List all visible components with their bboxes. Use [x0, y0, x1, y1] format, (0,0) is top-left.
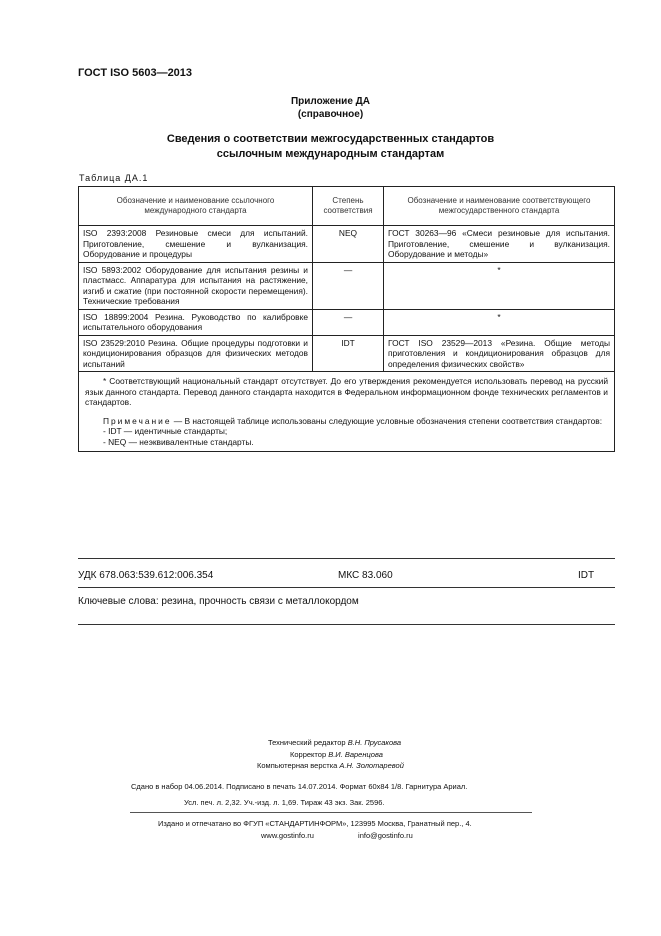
- mks-code: МКС 83.060: [338, 570, 393, 581]
- note-item-neq: - NEQ — неэквивалентные стандарты.: [103, 436, 254, 447]
- note-label: Примечание: [103, 415, 172, 426]
- table-row: [79, 309, 615, 335]
- corrector: [290, 750, 383, 759]
- appendix-title: Приложение ДА: [290, 96, 371, 107]
- header-intl-line1: Обозначение и наименование ссылочного: [116, 195, 275, 205]
- table-row: [79, 262, 615, 309]
- section-title-line1: Сведения о соответствии межгосударственных стандартов: [166, 133, 495, 145]
- layout-editor-name: А.Н. Золотаревой: [339, 761, 404, 770]
- cell-intl: ISO 18899:2004 Резина. Руководство по калибровке испытательного оборудования: [79, 309, 313, 335]
- divider-top: [78, 558, 615, 559]
- note-item-idt: - IDT — идентичные стандарты;: [103, 426, 228, 436]
- table-footer-row: [79, 372, 615, 452]
- table-notes: [79, 372, 615, 452]
- cell-degree: IDT: [313, 335, 384, 372]
- publisher-site-link[interactable]: www.gostinfo.ru: [261, 831, 314, 840]
- table-row: [79, 335, 615, 372]
- tech-editor-name: В.Н. Прусакова: [347, 738, 402, 747]
- note: [85, 416, 608, 427]
- header-interstate-line2: межгосударственного стандарта: [438, 206, 560, 215]
- layout-editor-label: Компьютерная верстка: [257, 761, 338, 770]
- table-row: [79, 226, 615, 263]
- divider-publisher: [130, 812, 532, 813]
- header-intl-line2: международного стандарта: [144, 206, 247, 215]
- section-title-line2: ссылочным международным стандартам: [216, 148, 445, 160]
- cell-intl: ISO 2393:2008 Резиновые смеси для испытаний. Приготовление, смешение и вулканизация. Оборудование и процедуры: [79, 226, 313, 263]
- cell-interstate: ГОСТ ISO 23529—2013 «Резина. Общие методы приготовления и кондиционирования образцов для определения физических свойств»: [384, 335, 615, 372]
- cell-degree: NEQ: [313, 226, 384, 263]
- note-text: — В настоящей таблице использованы следующие условные обозначения степени соответствия стандартов:: [171, 415, 603, 426]
- header-degree-line2: соответствия: [323, 206, 373, 215]
- corrector-label: Корректор: [290, 750, 327, 759]
- section-title: [0, 132, 661, 162]
- layout-editor: [257, 761, 404, 770]
- header-degree-line1: Степень: [332, 195, 364, 205]
- table-label: Таблица ДА.1: [79, 173, 149, 183]
- publisher-address: Издано и отпечатано во ФГУП «СТАНДАРТИНФОРМ», 123995 Москва, Гранатный пер., 4.: [158, 819, 472, 828]
- header-intl: [79, 187, 313, 226]
- cell-degree: —: [313, 309, 384, 335]
- cell-intl: ISO 5893:2002 Оборудование для испытания резины и пластмасс. Аппаратура для испытания на растяжение, изгиб и сжатие (при постоянной скорости перемещения). Технические требования: [79, 262, 313, 309]
- corrector-name: В.И. Варенцова: [328, 750, 383, 759]
- divider-middle: [78, 587, 615, 588]
- header-interstate: [384, 187, 615, 226]
- udk-code: УДК 678.063:539.612:006.354: [78, 570, 214, 581]
- tech-editor-label: Технический редактор: [268, 738, 346, 747]
- cell-interstate: *: [384, 309, 615, 335]
- cell-degree: —: [313, 262, 384, 309]
- header-interstate-line1: Обозначение и наименование соответствующего: [407, 195, 591, 205]
- header-degree: [313, 187, 384, 226]
- cell-interstate: *: [384, 262, 615, 309]
- table-header-row: [79, 187, 615, 226]
- keywords: Ключевые слова: резина, прочность связи с металлокордом: [78, 596, 359, 607]
- footnote: * Соответствующий национальный стандарт отсутствует. До его утверждения рекомендуется использовать перевод на русский язык данного стандарта. Перевод данного стандарта находится в Федеральном информационном фонде технических регламентов и стандартов.: [85, 376, 608, 407]
- print-info-line2: Усл. печ. л. 2,32. Уч.-изд. л. 1,69. Тираж 43 экз. Зак. 2596.: [184, 798, 385, 807]
- print-info-line1: Сдано в набор 04.06.2014. Подписано в печать 14.07.2014. Формат 60х84 1/8. Гарнитура Ариал.: [131, 782, 468, 791]
- appendix-subtitle: (справочное): [297, 109, 364, 120]
- tech-editor: [268, 738, 401, 747]
- cell-interstate: ГОСТ 30263—96 «Смеси резиновые для испытания. Приготовление, смешение и вулканизация. Оборудование и методы»: [384, 226, 615, 263]
- publisher-email-link[interactable]: info@gostinfo.ru: [358, 831, 413, 840]
- cell-intl: ISO 23529:2010 Резина. Общие процедуры подготовки и кондиционирования образцов для физических методов испытаний: [79, 335, 313, 372]
- degree-code: IDT: [578, 570, 595, 581]
- divider-bottom: [78, 624, 615, 625]
- correspondence-table: [78, 186, 615, 452]
- document-code: ГОСТ ISO 5603—2013: [78, 67, 193, 79]
- publisher-contacts: [261, 831, 413, 840]
